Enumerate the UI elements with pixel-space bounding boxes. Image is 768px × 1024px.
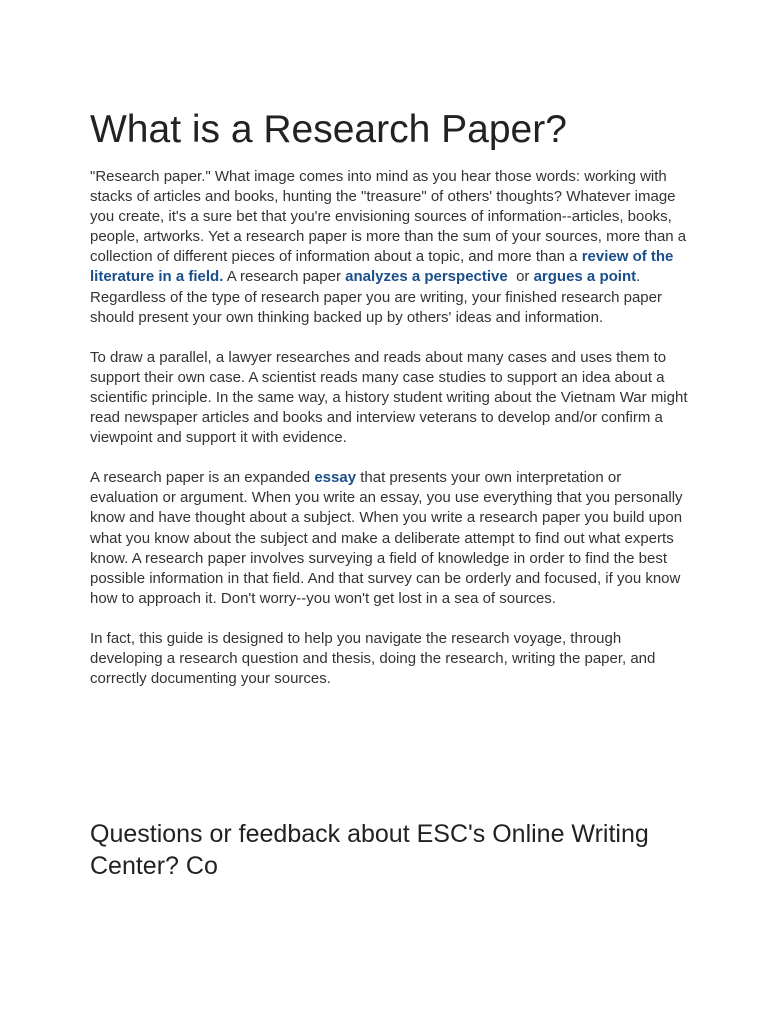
paragraph-text: A research paper is an expanded [90, 469, 315, 487]
paragraph-text: . Regardless of the type of research paper you are writing, your finished research paper should present your own thinking backed up by others' ideas and information. [90, 268, 662, 326]
paragraph-intro [90, 167, 688, 328]
page-title: What is a Research Paper? [90, 108, 567, 151]
essay-link[interactable]: essay [314, 469, 357, 487]
analyzes-perspective-link[interactable]: analyzes a perspective [345, 268, 508, 286]
paragraph-text: that presents your own interpretation or evaluation or argument. When you write an essay, you use everything that you personally know and have thought about a subject. When you write a research paper you build upon what you know about the subject and make a deliberate attempt to find out what experts know. A research paper involves surveying a field of knowledge in order to find the best possible information in that field. And that survey can be orderly and focused, if you know how to approach it. Don't worry--you won't get lost in a sea of sources. [90, 469, 683, 607]
paragraph-text: A research paper [223, 268, 346, 286]
argues-point-link[interactable]: argues a point [533, 268, 637, 286]
feedback-heading: Questions or feedback about ESC's Online Writing Center? Co [90, 820, 649, 880]
paragraph-text: or [507, 268, 534, 286]
paragraph-text: "Research paper." What image comes into mind as you hear those words: working with stacks of articles and books, hunting the "treasure" of others' thoughts? Whatever image you create, it's a sure bet that you're envisioning sources of information--articles, books, people, artworks. Yet a research paper is more than the sum of your sources, more than a collection of different pieces of information about a topic, and more than a [90, 168, 687, 266]
paragraph-expanded-essay [90, 468, 688, 609]
article [90, 104, 690, 880]
paragraph-guide: In fact, this guide is designed to help you navigate the research voyage, through developing a research question and thesis, doing the research, writing the paper, and correctly documenting your sources. [90, 629, 656, 688]
review-of-literature-link[interactable]: review of the literature in a field. [90, 248, 674, 286]
paragraph-parallel: To draw a parallel, a lawyer researches and reads about many cases and uses them to support their own case. A scientist reads many case studies to support an idea about a scientific principle. In the same way, a history student writing about the Vietnam War might read newspaper articles and books and interview veterans to develop and/or confirm a viewpoint and support it with evidence. [90, 348, 688, 447]
